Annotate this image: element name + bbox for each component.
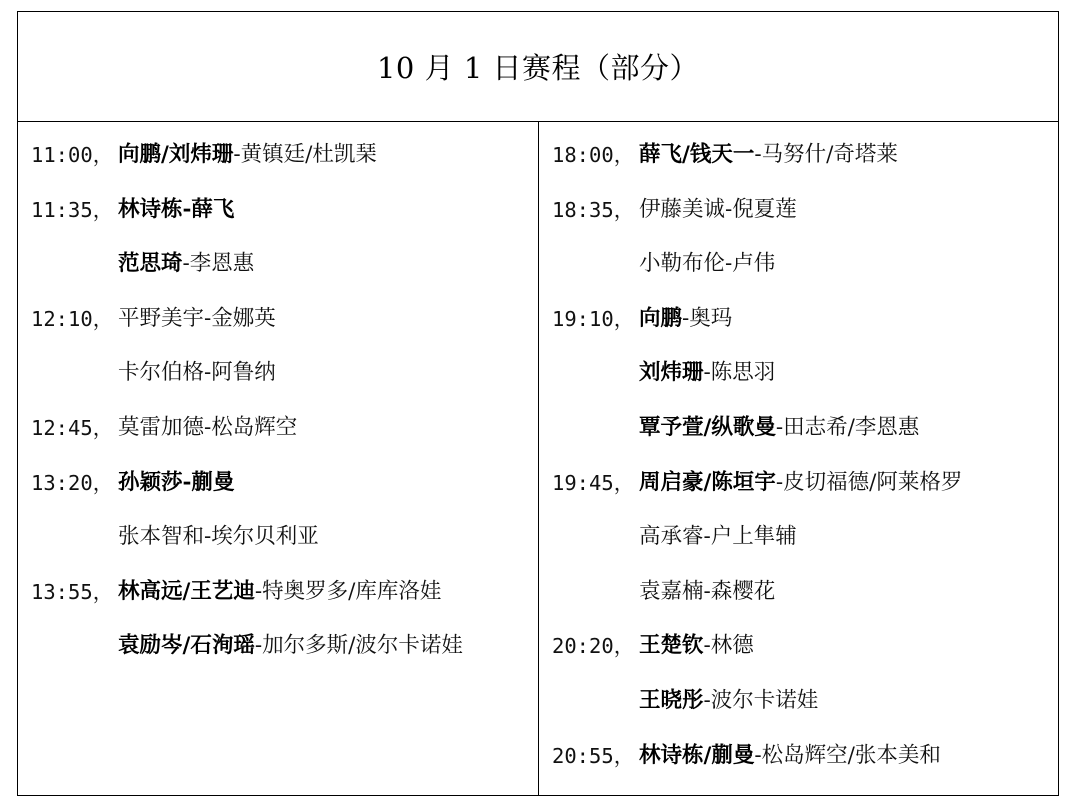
- schedule-row: [552, 306, 1058, 361]
- match-pairing: [639, 688, 1058, 714]
- schedule-row: [31, 251, 538, 306]
- chinese-players: 林高远/王艺迪: [118, 578, 255, 604]
- title-row: [18, 12, 1058, 122]
- match-time: 12:45，: [31, 415, 114, 440]
- match-time: 11:35，: [31, 197, 114, 222]
- match-time: 13:20，: [31, 470, 114, 495]
- schedule-row: [552, 524, 1058, 579]
- opponents: 平野美宇-金娜英: [118, 305, 276, 331]
- chinese-players: 孙颖莎-蒯曼: [118, 469, 235, 495]
- schedule-row: [552, 360, 1058, 415]
- match-pairing: [118, 251, 538, 277]
- schedule-row: [31, 415, 538, 470]
- chinese-players: 林诗栋/蒯曼: [639, 742, 755, 768]
- match-time: 18:35，: [552, 197, 635, 222]
- schedule-table: [17, 11, 1059, 796]
- match-pairing: [118, 524, 538, 550]
- chinese-players: 王晓彤: [639, 687, 704, 713]
- match-pairing: [639, 142, 1058, 168]
- opponents: 小勒布伦-卢伟: [639, 251, 776, 277]
- opponents: 张本智和-埃尔贝利亚: [118, 524, 319, 550]
- match-pairing: [118, 306, 538, 332]
- schedule-row: [31, 579, 538, 634]
- match-time: 18:00，: [552, 143, 635, 167]
- match-time: 19:10，: [552, 306, 635, 331]
- chinese-players: 向鹏: [639, 305, 683, 331]
- opponents: -加尔多斯/波尔卡诺娃: [254, 633, 463, 659]
- schedule-row: [552, 415, 1058, 470]
- schedule-row: [552, 470, 1058, 525]
- schedule-row: [31, 470, 538, 525]
- match-pairing: [639, 306, 1058, 332]
- opponents: -奥玛: [682, 305, 733, 331]
- match-pairing: [118, 633, 538, 659]
- match-time: 19:45，: [552, 470, 635, 495]
- schedule-row: [552, 633, 1058, 688]
- opponents: -黄镇廷/杜凯琹: [233, 142, 377, 167]
- opponents: -松岛辉空/张本美和: [754, 742, 941, 768]
- chinese-players: 周启豪/陈垣宇: [639, 469, 776, 495]
- opponents: -林德: [703, 633, 754, 659]
- chinese-players: 林诗栋-薛飞: [118, 196, 235, 222]
- chinese-players: 范思琦: [118, 251, 183, 277]
- schedule-row: [31, 633, 538, 688]
- schedule-row: [552, 142, 1058, 197]
- chinese-players: 刘炜珊: [639, 360, 704, 386]
- match-time: 11:00，: [31, 143, 114, 167]
- schedule-row: [552, 197, 1058, 252]
- chinese-players: 薛飞/钱天一: [639, 142, 755, 167]
- match-pairing: [118, 197, 538, 223]
- schedule-title: 10 月 1 日赛程（部分）: [376, 51, 699, 85]
- match-pairing: [639, 415, 1058, 441]
- match-time: 12:10，: [31, 306, 114, 331]
- opponents: -李恩惠: [182, 251, 255, 277]
- match-pairing: [639, 470, 1058, 496]
- match-time: 20:20，: [552, 634, 635, 659]
- chinese-players: 王楚钦: [639, 633, 704, 659]
- opponents: -田志希/李恩惠: [775, 414, 920, 440]
- right-column: [539, 122, 1058, 795]
- match-pairing: [639, 743, 1058, 769]
- schedule-row: [31, 142, 538, 197]
- schedule-row: [552, 579, 1058, 634]
- match-pairing: [639, 633, 1058, 659]
- match-pairing: [118, 415, 538, 441]
- opponents: -皮切福德/阿莱格罗: [775, 469, 963, 495]
- schedule-row: [31, 306, 538, 361]
- opponents: 高承睿-户上隼辅: [639, 524, 797, 550]
- schedule-row: [31, 524, 538, 579]
- match-pairing: [118, 579, 538, 605]
- left-column: [18, 122, 539, 795]
- chinese-players: 袁励岑/石洵瑶: [118, 633, 255, 659]
- chinese-players: 覃予萱/纵歌曼: [639, 414, 776, 440]
- schedule-row: [552, 251, 1058, 306]
- opponents: -陈思羽: [703, 360, 776, 386]
- match-pairing: [639, 360, 1058, 386]
- opponents: -波尔卡诺娃: [703, 687, 819, 713]
- opponents: -马努什/奇塔莱: [754, 142, 898, 167]
- match-pairing: [639, 579, 1058, 605]
- schedule-row: [31, 360, 538, 415]
- opponents: 卡尔伯格-阿鲁纳: [118, 360, 276, 386]
- opponents: 伊藤美诚-倪夏莲: [639, 196, 797, 222]
- schedule-row: [31, 197, 538, 252]
- match-pairing: [639, 524, 1058, 550]
- match-time: 13:55，: [31, 579, 114, 604]
- chinese-players: 向鹏/刘炜珊: [118, 142, 234, 167]
- opponents: 袁嘉楠-森樱花: [639, 578, 776, 604]
- opponents: -特奥罗多/库库洛娃: [254, 578, 442, 604]
- schedule-row: [552, 743, 1058, 798]
- match-time: 20:55，: [552, 743, 635, 768]
- match-pairing: [639, 251, 1058, 277]
- match-pairing: [639, 197, 1058, 223]
- schedule-row: [552, 688, 1058, 743]
- match-pairing: [118, 470, 538, 496]
- match-pairing: [118, 360, 538, 386]
- match-pairing: [118, 142, 538, 168]
- opponents: 莫雷加德-松岛辉空: [118, 414, 298, 440]
